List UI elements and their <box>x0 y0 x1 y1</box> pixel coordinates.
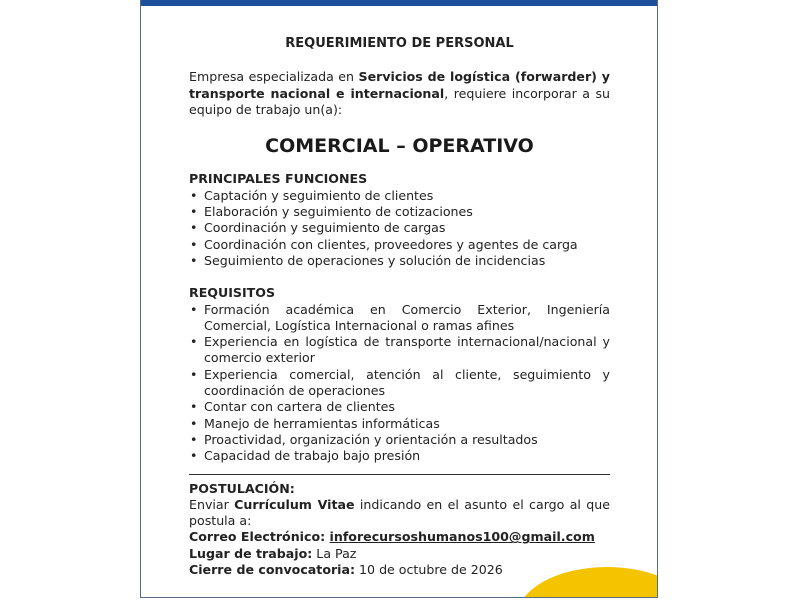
funciones-heading: PRINCIPALES FUNCIONES <box>189 171 368 187</box>
list-item <box>189 448 610 464</box>
intro-paragraph <box>189 69 610 118</box>
top-color-band <box>141 0 657 6</box>
list-item <box>189 302 610 335</box>
list-item <box>189 334 610 367</box>
section-divider <box>189 474 610 475</box>
email-label: Correo Electrónico: <box>189 529 330 545</box>
postulacion-instructions <box>189 497 610 530</box>
bullet-icon: • <box>190 334 198 350</box>
postulacion-text-start: Enviar <box>189 496 235 512</box>
deadline-line <box>189 562 610 578</box>
requisitos-heading: REQUISITOS <box>189 285 276 301</box>
bullet-icon: • <box>190 448 198 464</box>
list-item-text: Formación académica en Comercio Exterior, Ingeniería Comercial, Logística Internacional o ramas afines <box>204 301 610 333</box>
intro-text-end: , requiere incorporar a su equipo de trabajo un(a): <box>189 85 610 117</box>
list-item <box>189 188 610 204</box>
email-line <box>189 529 610 545</box>
list-item <box>189 237 610 253</box>
cv-label: Currículum Vitae <box>234 496 355 512</box>
bullet-icon: • <box>190 431 198 447</box>
intro-text-start: Empresa especializada en <box>189 69 359 85</box>
list-item-text: Proactividad, organización y orientación a resultados <box>204 431 538 447</box>
posting-content <box>189 36 610 578</box>
list-item-text: Capacidad de trabajo bajo presión <box>204 448 421 464</box>
document-title: REQUERIMIENTO DE PERSONAL <box>285 36 514 51</box>
deadline-label: Cierre de convocatoria: <box>189 562 356 578</box>
intro-company-specialty: Servicios de logística (forwarder) y transporte nacional e internacional <box>189 69 610 101</box>
funciones-list <box>189 188 610 269</box>
requisitos-list <box>189 302 610 465</box>
list-item <box>189 416 610 432</box>
list-item <box>189 204 610 220</box>
list-item-text: Captación y seguimiento de clientes <box>204 187 434 203</box>
bullet-icon: • <box>190 187 198 203</box>
list-item-text: Experiencia en logística de transporte internacional/nacional y comercio exterior <box>204 334 610 366</box>
bullet-icon: • <box>190 415 198 431</box>
bullet-icon: • <box>190 236 198 252</box>
job-posting-document <box>140 0 658 598</box>
bullet-icon: • <box>190 204 198 220</box>
bullet-icon: • <box>190 301 198 317</box>
deadline-value: 10 de octubre de 2026 <box>355 562 503 578</box>
list-item-text: Elaboración y seguimiento de cotizaciones <box>204 204 473 220</box>
list-item-text: Seguimiento de operaciones y solución de incidencias <box>204 252 546 268</box>
list-item <box>189 432 610 448</box>
postulacion-text-end: indicando en el asunto el cargo al que postula a: <box>189 496 610 529</box>
list-item-text: Coordinación con clientes, proveedores y agentes de carga <box>204 236 578 252</box>
position-title: COMERCIAL – OPERATIVO <box>265 135 534 158</box>
list-item-text: Contar con cartera de clientes <box>204 399 395 415</box>
postulacion-heading: POSTULACIÓN: <box>189 480 295 496</box>
bullet-icon: • <box>190 252 198 268</box>
list-item-text: Coordinación y seguimiento de cargas <box>204 220 446 236</box>
email-link[interactable]: inforecursoshumanos100@gmail.com <box>329 529 595 545</box>
bullet-icon: • <box>190 366 198 382</box>
bullet-icon: • <box>190 399 198 415</box>
list-item <box>189 399 610 415</box>
list-item <box>189 367 610 400</box>
list-item <box>189 253 610 269</box>
list-item-text: Manejo de herramientas informáticas <box>204 415 440 431</box>
workplace-line <box>189 546 610 562</box>
list-item-text: Experiencia comercial, atención al cliente, seguimiento y coordinación de operaciones <box>204 366 610 399</box>
workplace-label: Lugar de trabajo: <box>189 545 313 561</box>
workplace-value: La Paz <box>312 545 357 561</box>
list-item <box>189 220 610 236</box>
bullet-icon: • <box>190 220 198 236</box>
